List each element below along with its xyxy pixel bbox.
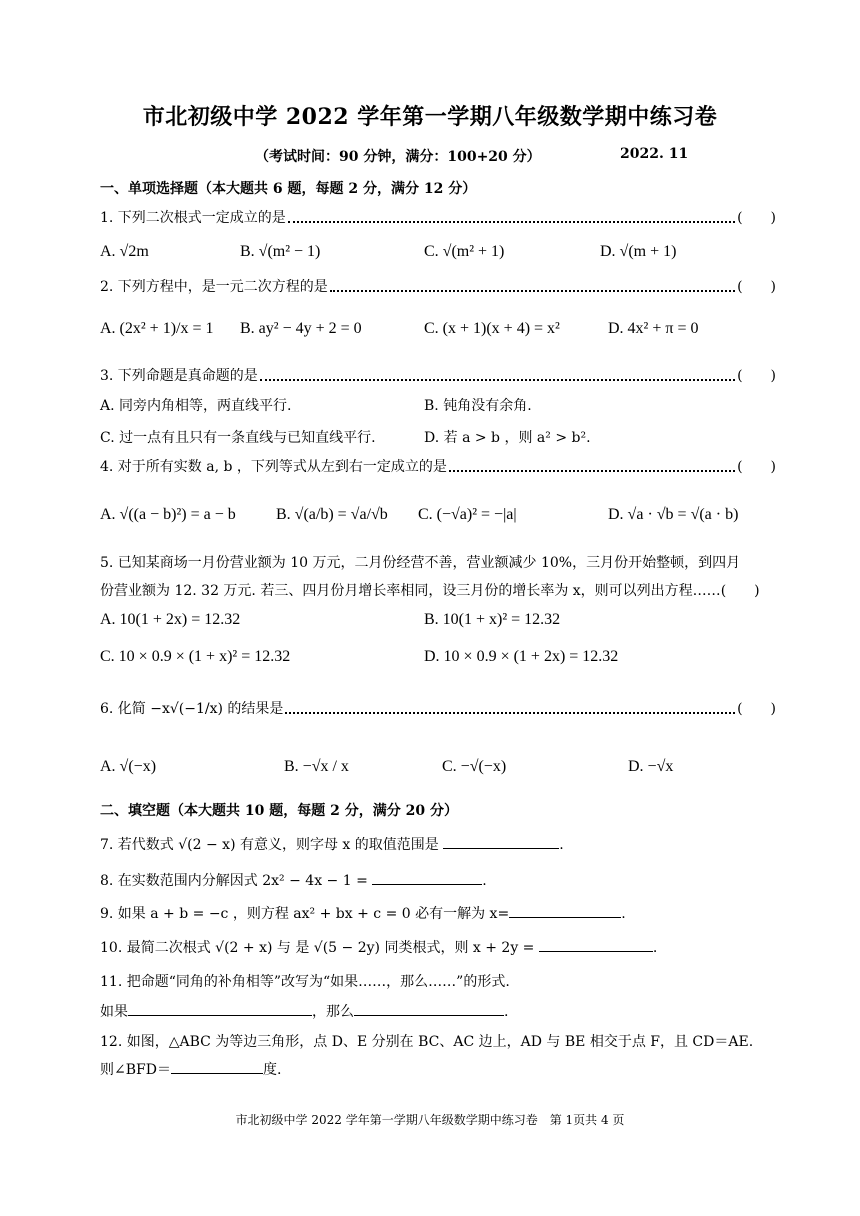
question-stem: 8. 在实数范围内分解因式 2x² − 4x − 1 = (100, 873, 368, 889)
option-c: C. √(m² + 1) (424, 243, 505, 260)
leader-dots (330, 290, 735, 292)
option-c: C. −√(−x) (442, 758, 507, 775)
question-12-line-2 (100, 1059, 281, 1079)
option-c: C. 过一点有且只有一条直线与已知直线平行. (100, 430, 376, 446)
then-label: ，那么 (312, 1004, 354, 1020)
answer-paren: ( ) (737, 279, 776, 295)
then-blank[interactable] (354, 1001, 504, 1016)
question-2 (100, 276, 776, 296)
question-11-line-1: 11. 把命题“同角的补角相等”改写为“如果……，那么……”的形式. (100, 974, 510, 990)
answer-paren: ( ) (737, 368, 776, 384)
question-5-line-2 (100, 580, 776, 600)
question-8: 8. 在实数范围内分解因式 2x² − 4x − 1 = . (100, 870, 487, 890)
option-b: B. √(a/b) = √a/√b (276, 506, 388, 523)
question-3 (100, 365, 776, 385)
option-d: D. −√x (628, 758, 674, 775)
question-suffix: 度. (262, 1062, 282, 1078)
answer-blank[interactable] (509, 903, 621, 918)
if-label: 如果 (100, 1004, 128, 1020)
question-stem: 7. 若代数式 √(2 − x) 有意义，则字母 x 的取值范围是 (100, 837, 439, 853)
answer-blank[interactable] (171, 1059, 263, 1074)
option-d: D. 4x² + π = 0 (608, 320, 699, 337)
answer-paren: ( ) (737, 459, 776, 475)
answer-paren: ( ) (737, 701, 776, 717)
answer-blank[interactable] (372, 870, 482, 885)
question-1 (100, 207, 776, 227)
page-footer: 市北初级中学 2022 学年第一学期八年级数学期中练习卷 第 1页共 4 页 (235, 1113, 625, 1127)
question-5-line-1: 5. 已知某商场一月份营业额为 10 万元，二月份经营不善，营业额减少 10%，三月份开始整顿，到四月 (100, 555, 741, 571)
question-9: 9. 如果 a + b = −c ，则方程 ax² + bx + c = 0 必有一解为 x= . (100, 903, 626, 923)
question-stem: 2. 下列方程中，是一元二次方程的是 (100, 279, 328, 295)
option-d: D. 若 a > b ，则 a² > b². (424, 430, 591, 446)
question-stem: 6. 化简 −x√(−1/x) 的结果是 (100, 701, 284, 717)
option-a: A. √2m (100, 243, 149, 260)
option-d: D. √(m + 1) (600, 243, 677, 260)
question-stem: 10. 最简二次根式 √(2 + x) 与 是 √(5 − 2y) 同类根式，则 x + 2y = (100, 940, 535, 956)
question-6 (100, 698, 776, 718)
question-stem: 1. 下列二次根式一定成立的是 (100, 210, 286, 226)
exam-date: 2022. 11 (620, 146, 689, 162)
option-c: C. (x + 1)(x + 4) = x² (424, 320, 560, 337)
question-7: 7. 若代数式 √(2 − x) 有意义，则字母 x 的取值范围是 . (100, 834, 564, 854)
section-heading-fill-in: 二、填空题（本大题共 10 题，每题 2 分，满分 20 分） (100, 803, 458, 819)
question-stem: 份营业额为 12. 32 万元. 若三、四月份月增长率相同，设三月份的增长率为 x，则可以列出方程…… (100, 583, 721, 599)
question-11-line-2: 如果 ，那么 . (100, 1001, 508, 1021)
answer-blank[interactable] (443, 834, 559, 849)
exam-title: 市北初级中学 2022 学年第一学期八年级数学期中练习卷 (142, 104, 718, 130)
answer-blank[interactable] (539, 937, 653, 952)
exam-subtitle: （考试时间：90 分钟，满分：100+20 分） (255, 149, 541, 165)
question-stem: 则∠BFD＝ (100, 1062, 171, 1078)
answer-paren: ( ) (720, 583, 760, 599)
question-stem: 3. 下列命题是真命题的是 (100, 368, 258, 384)
question-4 (100, 456, 776, 476)
section-heading-multiple-choice: 一、单项选择题（本大题共 6 题，每题 2 分，满分 12 分） (100, 181, 477, 197)
option-a: A. (2x² + 1)/x = 1 (100, 320, 214, 337)
answer-paren: ( ) (737, 210, 776, 226)
option-b: B. 钝角没有余角. (424, 398, 532, 414)
option-a: A. 10(1 + 2x) = 12.32 (100, 611, 241, 628)
question-10: 10. 最简二次根式 √(2 + x) 与 是 √(5 − 2y) 同类根式，则 x + 2y = . (100, 937, 657, 957)
leader-dots (449, 470, 735, 472)
question-12-line-1: 12. 如图，△ABC 为等边三角形，点 D、E 分别在 BC、AC 边上，AD 与 BE 相交于点 F，且 CD＝AE. (100, 1034, 754, 1050)
option-c: C. 10 × 0.9 × (1 + x)² = 12.32 (100, 648, 291, 665)
option-c: C. (−√a)² = −|a| (418, 506, 517, 523)
question-stem: 4. 对于所有实数 a, b ，下列等式从左到右一定成立的是 (100, 459, 447, 475)
option-a: A. 同旁内角相等，两直线平行. (100, 398, 292, 414)
option-a: A. √(−x) (100, 758, 157, 775)
if-blank[interactable] (128, 1001, 312, 1016)
option-b: B. √(m² − 1) (240, 243, 321, 260)
option-d: D. 10 × 0.9 × (1 + 2x) = 12.32 (424, 648, 619, 665)
leader-dots (285, 712, 735, 714)
option-d: D. √a · √b = √(a · b) (608, 506, 739, 523)
option-b: B. −√x / x (284, 758, 349, 775)
leader-dots (260, 379, 735, 381)
leader-dots (288, 221, 735, 223)
option-b: B. 10(1 + x)² = 12.32 (424, 611, 561, 628)
option-b: B. ay² − 4y + 2 = 0 (240, 320, 362, 337)
question-stem: 9. 如果 a + b = −c ，则方程 ax² + bx + c = 0 必有一解为 x= (100, 906, 510, 922)
option-a: A. √((a − b)²) = a − b (100, 506, 236, 523)
